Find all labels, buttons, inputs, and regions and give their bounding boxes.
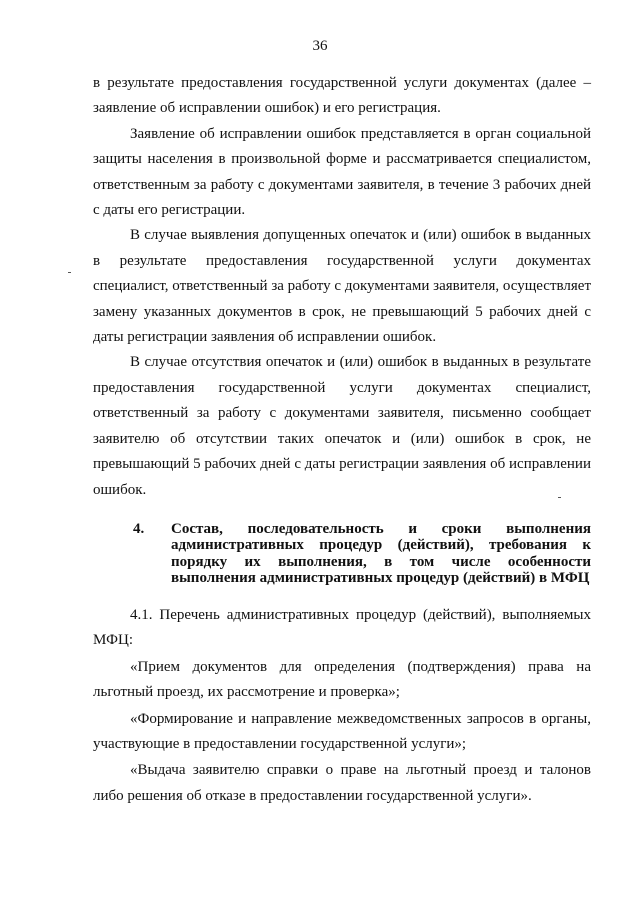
document-body (93, 71, 591, 809)
paragraph-application-submission: Заявление об исправлении ошибок представляется в орган социальной защиты населения в произвольной форме и рассматривается специалистом, ответственным за работу с документами заявителя, в течение 3 рабочих дней с даты его регистрации. (93, 125, 591, 219)
page-number: 36 (312, 38, 328, 54)
section-heading (93, 521, 591, 587)
scan-mark (558, 497, 561, 498)
list-item-procedure-issuance: «Выдача заявителю справки о праве на льготный проезд и талонов либо решения об отказе в предоставлении государственной услуги». (93, 762, 591, 804)
list-item-procedure-interagency-requests: «Формирование и направление межведомственных запросов в органы, участвующие в предоставлении государственной услуги»; (93, 710, 591, 752)
paragraph-procedures-list-intro: 4.1. Перечень административных процедур (действий), выполняемых МФЦ: (93, 606, 591, 649)
section-title: Состав, последовательность и сроки выполнения административных процедур (действий), требования к порядку их выполнения, в том числе особенности выполнения административных процедур (действий) в МФЦ (171, 520, 591, 587)
section-number: 4. (133, 520, 145, 537)
paragraph-continuation: в результате предоставления государственной услуги документах (далее – заявление об исправлении ошибок) и его регистрация. (93, 75, 591, 117)
paragraph-no-errors-found: В случае отсутствия опечаток и (или) ошибок в выданных в результате предоставления государственной услуги документах специалист, ответственный за работу с документами заявителя, письменно сообщает заявителю об отсутствии таких опечаток и (или) ошибок в срок, не превышающий 5 рабочих дней с даты регистрации заявления об исправлении ошибок. (93, 354, 591, 498)
scan-mark (68, 272, 71, 273)
paragraph-errors-found: В случае выявления допущенных опечаток и (или) ошибок в выданных в результате предоставления государственной услуги документах специалист, ответственный за работу с документами заявителя, осуществляет замену указанных документов в срок, не превышающий 5 рабочих дней с даты регистрации заявления об исправлении ошибок. (93, 227, 591, 346)
list-item-procedure-reception: «Прием документов для определения (подтверждения) права на льготный проезд, их рассмотрение и проверка»; (93, 658, 591, 701)
